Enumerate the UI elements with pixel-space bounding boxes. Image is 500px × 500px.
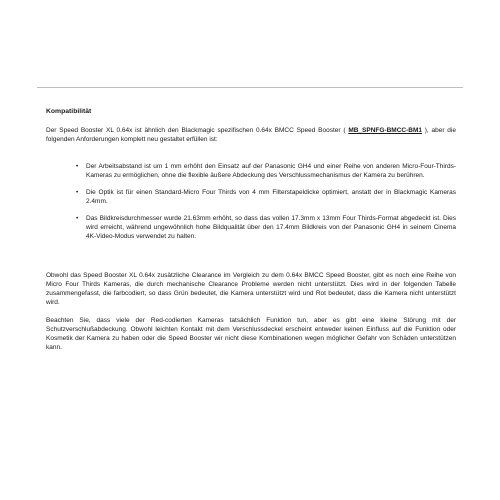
list-item-text: Die Optik ist für einen Standard-Micro Four Thirds von 4 mm Filterstapeldicke optimiert, anstatt der in Blackmagic Kameras 2.4mm. [86, 189, 456, 205]
bullet-icon: • [76, 215, 79, 222]
bullet-icon: • [76, 163, 79, 170]
clearance-paragraph: Obwohl das Speed Booster XL 0.64x zusätzliche Clearance im Vergleich zu dem 0.64x BMCC Speed Booster, gibt es noch eine Reihe von Micro Four Thirds Kameras, die durch mechanische Clearance Probleme werden nicht unterstützt. Dies wird in der folgenden Tabelle zusammengefasst, die farbcodiert, so dass Grün bedeutet, die Kamera unterstützt wird und Rot bedeutet, dass die Kamera nicht unterstützt wird. [46, 272, 456, 306]
intro-text-after: ), aber die folgenden Anforderungen komplett neu gestaltet erfüllen ist: [46, 127, 456, 143]
list-item-text: Der Arbeitsabstand ist um 1 mm erhöht den Einsatz auf der Panasonic GH4 und einer Reihe von anderen Micro-Four-Thirds-Kameras zu ermöglichen, ohne die flexible äußere Abdeckung des Verschlussmechanismus der Kamera zu berühren. [86, 163, 456, 179]
bullet-icon: • [76, 189, 79, 196]
list-item [76, 214, 456, 241]
list-item [76, 188, 456, 206]
model-number-link-part2[interactable]: BMCC-BM1 [386, 127, 422, 134]
intro-paragraph [46, 126, 456, 144]
top-divider-line [37, 87, 463, 88]
section-heading: Kompatibilität [46, 108, 92, 115]
model-number-link-part1[interactable]: MB_SPNFG- [348, 127, 387, 134]
list-item-text: Das Bildkreisdurchmesser wurde 21.63mm erhöht, so dass das vollen 17.3mm x 13mm Four Thirds-Format abgedeckt ist. Dies wird erreicht, während ungewöhnlich hohe Bildqualität über den 17.4mm Bildkreis von der Panasonic GH4 in seinem Cinema 4K-Video-Modus verwendet zu halten. [86, 215, 456, 240]
document-body [46, 107, 456, 352]
list-item [76, 162, 456, 180]
red-coded-note-paragraph: Beachten Sie, dass viele der Red-codierten Kameras tatsächlich Funktion tun, aber es gibt eine kleine Störung mit der Schutzverschlußabdeckung. Obwohl leichten Kontakt mit dem Verschlussdeckel erscheint entweder keinen Einfluss auf die Funktion oder Kosmetik der Kamera zu haben oder die Speed Booster wir nicht diese Kombinationen wegen möglicher Gefahr von Schäden unterstützen kann. [46, 317, 456, 351]
intro-text-before: Der Speed Booster XL 0.64x ist ähnlich den Blackmagic spezifischen 0.64x BMCC Speed Booster ( [46, 127, 346, 134]
requirements-list [46, 162, 456, 241]
